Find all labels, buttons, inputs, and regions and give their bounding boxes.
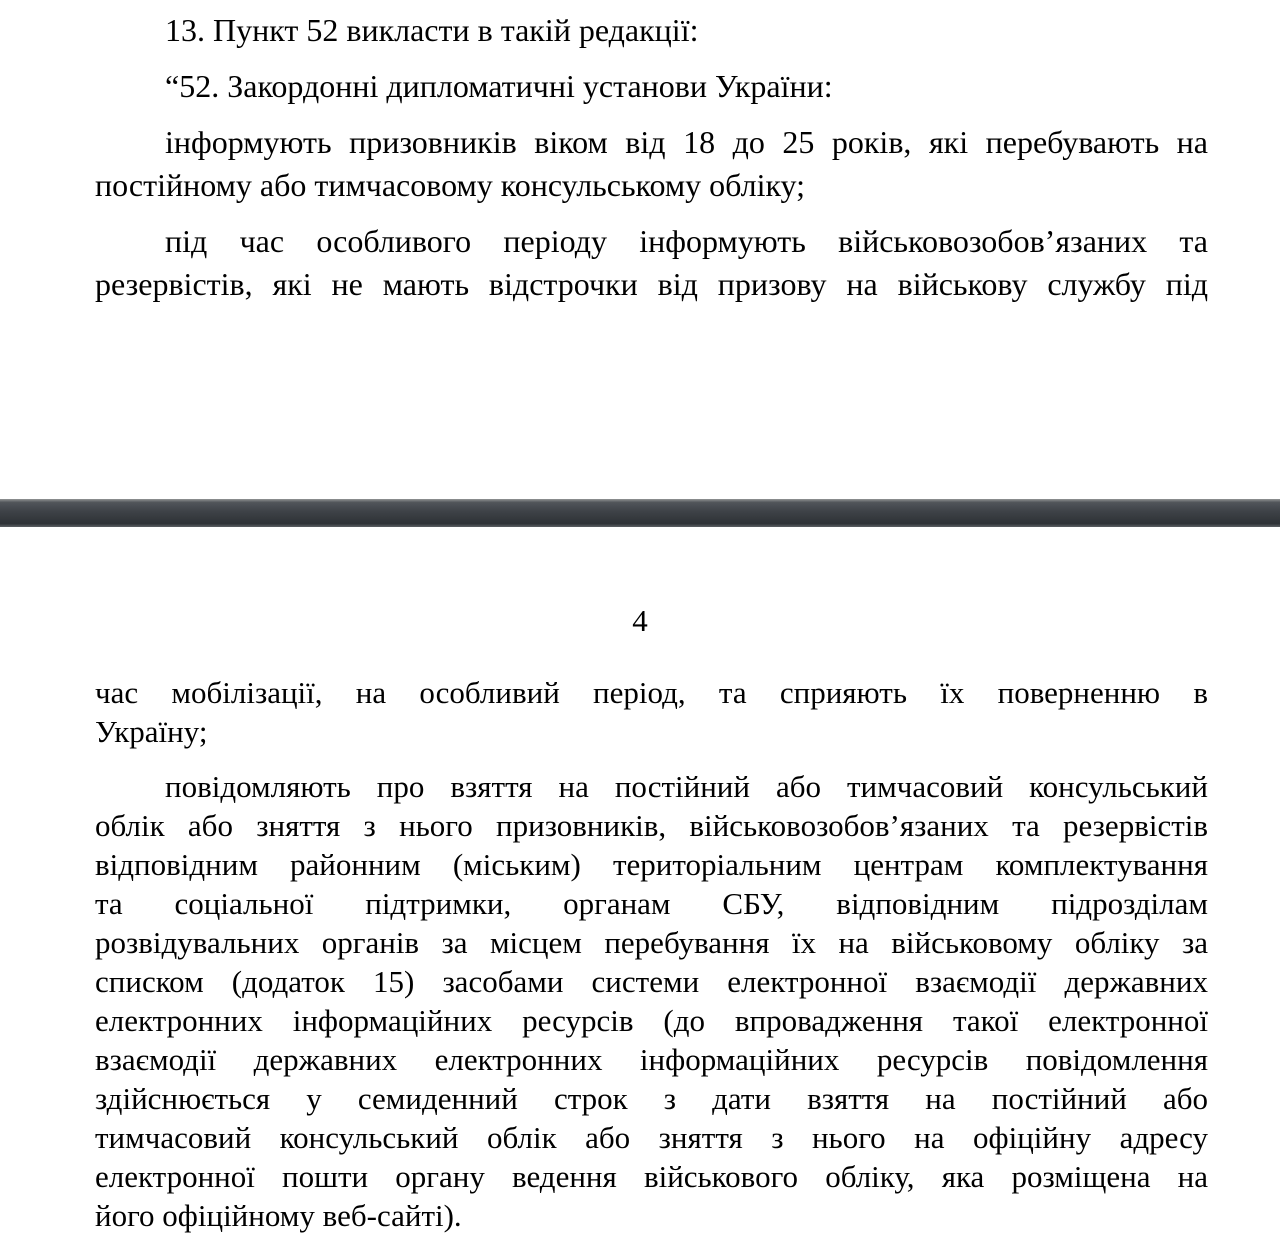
paragraph — [95, 121, 1208, 207]
text-line: облік або зняття з нього призовників, військовозобов’язаних та резервістів — [95, 808, 1208, 843]
paragraph — [95, 9, 1208, 52]
text-line: постійному або тимчасовому консульському обліку; — [95, 167, 806, 203]
text-line: під час особливого періоду інформують військовозобов’язаних та — [165, 223, 1208, 259]
text-line: резервістів, які не мають відстрочки від призову на військову службу під — [95, 266, 1208, 302]
text-line: взаємодії державних електронних інформаційних ресурсів повідомлення — [95, 1042, 1208, 1077]
text-line: списком (додаток 15) засобами системи електронної взаємодії державних — [95, 964, 1208, 999]
page-bottom-whitespace — [0, 319, 1280, 499]
text-line: його офіційному веб-сайті). — [95, 1198, 462, 1233]
text-line: та соціальної підтримки, органам СБУ, відповідним підрозділам — [95, 886, 1208, 921]
text-line: електронних інформаційних ресурсів (до впровадження такої електронної — [95, 1003, 1208, 1038]
text-line: 13. Пункт 52 викласти в такій редакції: — [165, 12, 699, 48]
text-line: Україну; — [95, 714, 208, 749]
paragraph — [95, 220, 1208, 306]
text-line: відповідним районним (міським) територіальним центрам комплектування — [95, 847, 1208, 882]
paragraph — [95, 673, 1208, 751]
text-line: електронної пошти органу ведення військового обліку, яка розміщена на — [95, 1159, 1208, 1194]
page-number: 4 — [632, 603, 648, 638]
text-line: здійснюється у семиденний строк з дати взяття на постійний або — [95, 1081, 1208, 1116]
text-line: час мобілізації, на особливий період, та сприяють їх поверненню в — [95, 675, 1208, 710]
page-4-content — [0, 641, 1280, 1235]
text-line: розвідувальних органів за місцем перебування їх на військовому обліку за — [95, 925, 1208, 960]
paragraph — [95, 65, 1208, 108]
page-separator-bar — [0, 499, 1280, 527]
text-line: інформують призовників віком від 18 до 25 років, які перебувають на — [165, 124, 1208, 160]
text-line: “52. Закордонні дипломатичні установи України: — [165, 68, 833, 104]
text-line: тимчасовий консульський облік або зняття з нього на офіційну адресу — [95, 1120, 1208, 1155]
page-3-bottom-content — [0, 0, 1280, 306]
paragraph — [95, 767, 1208, 1235]
text-line: повідомляють про взяття на постійний або тимчасовий консульський — [165, 769, 1208, 804]
